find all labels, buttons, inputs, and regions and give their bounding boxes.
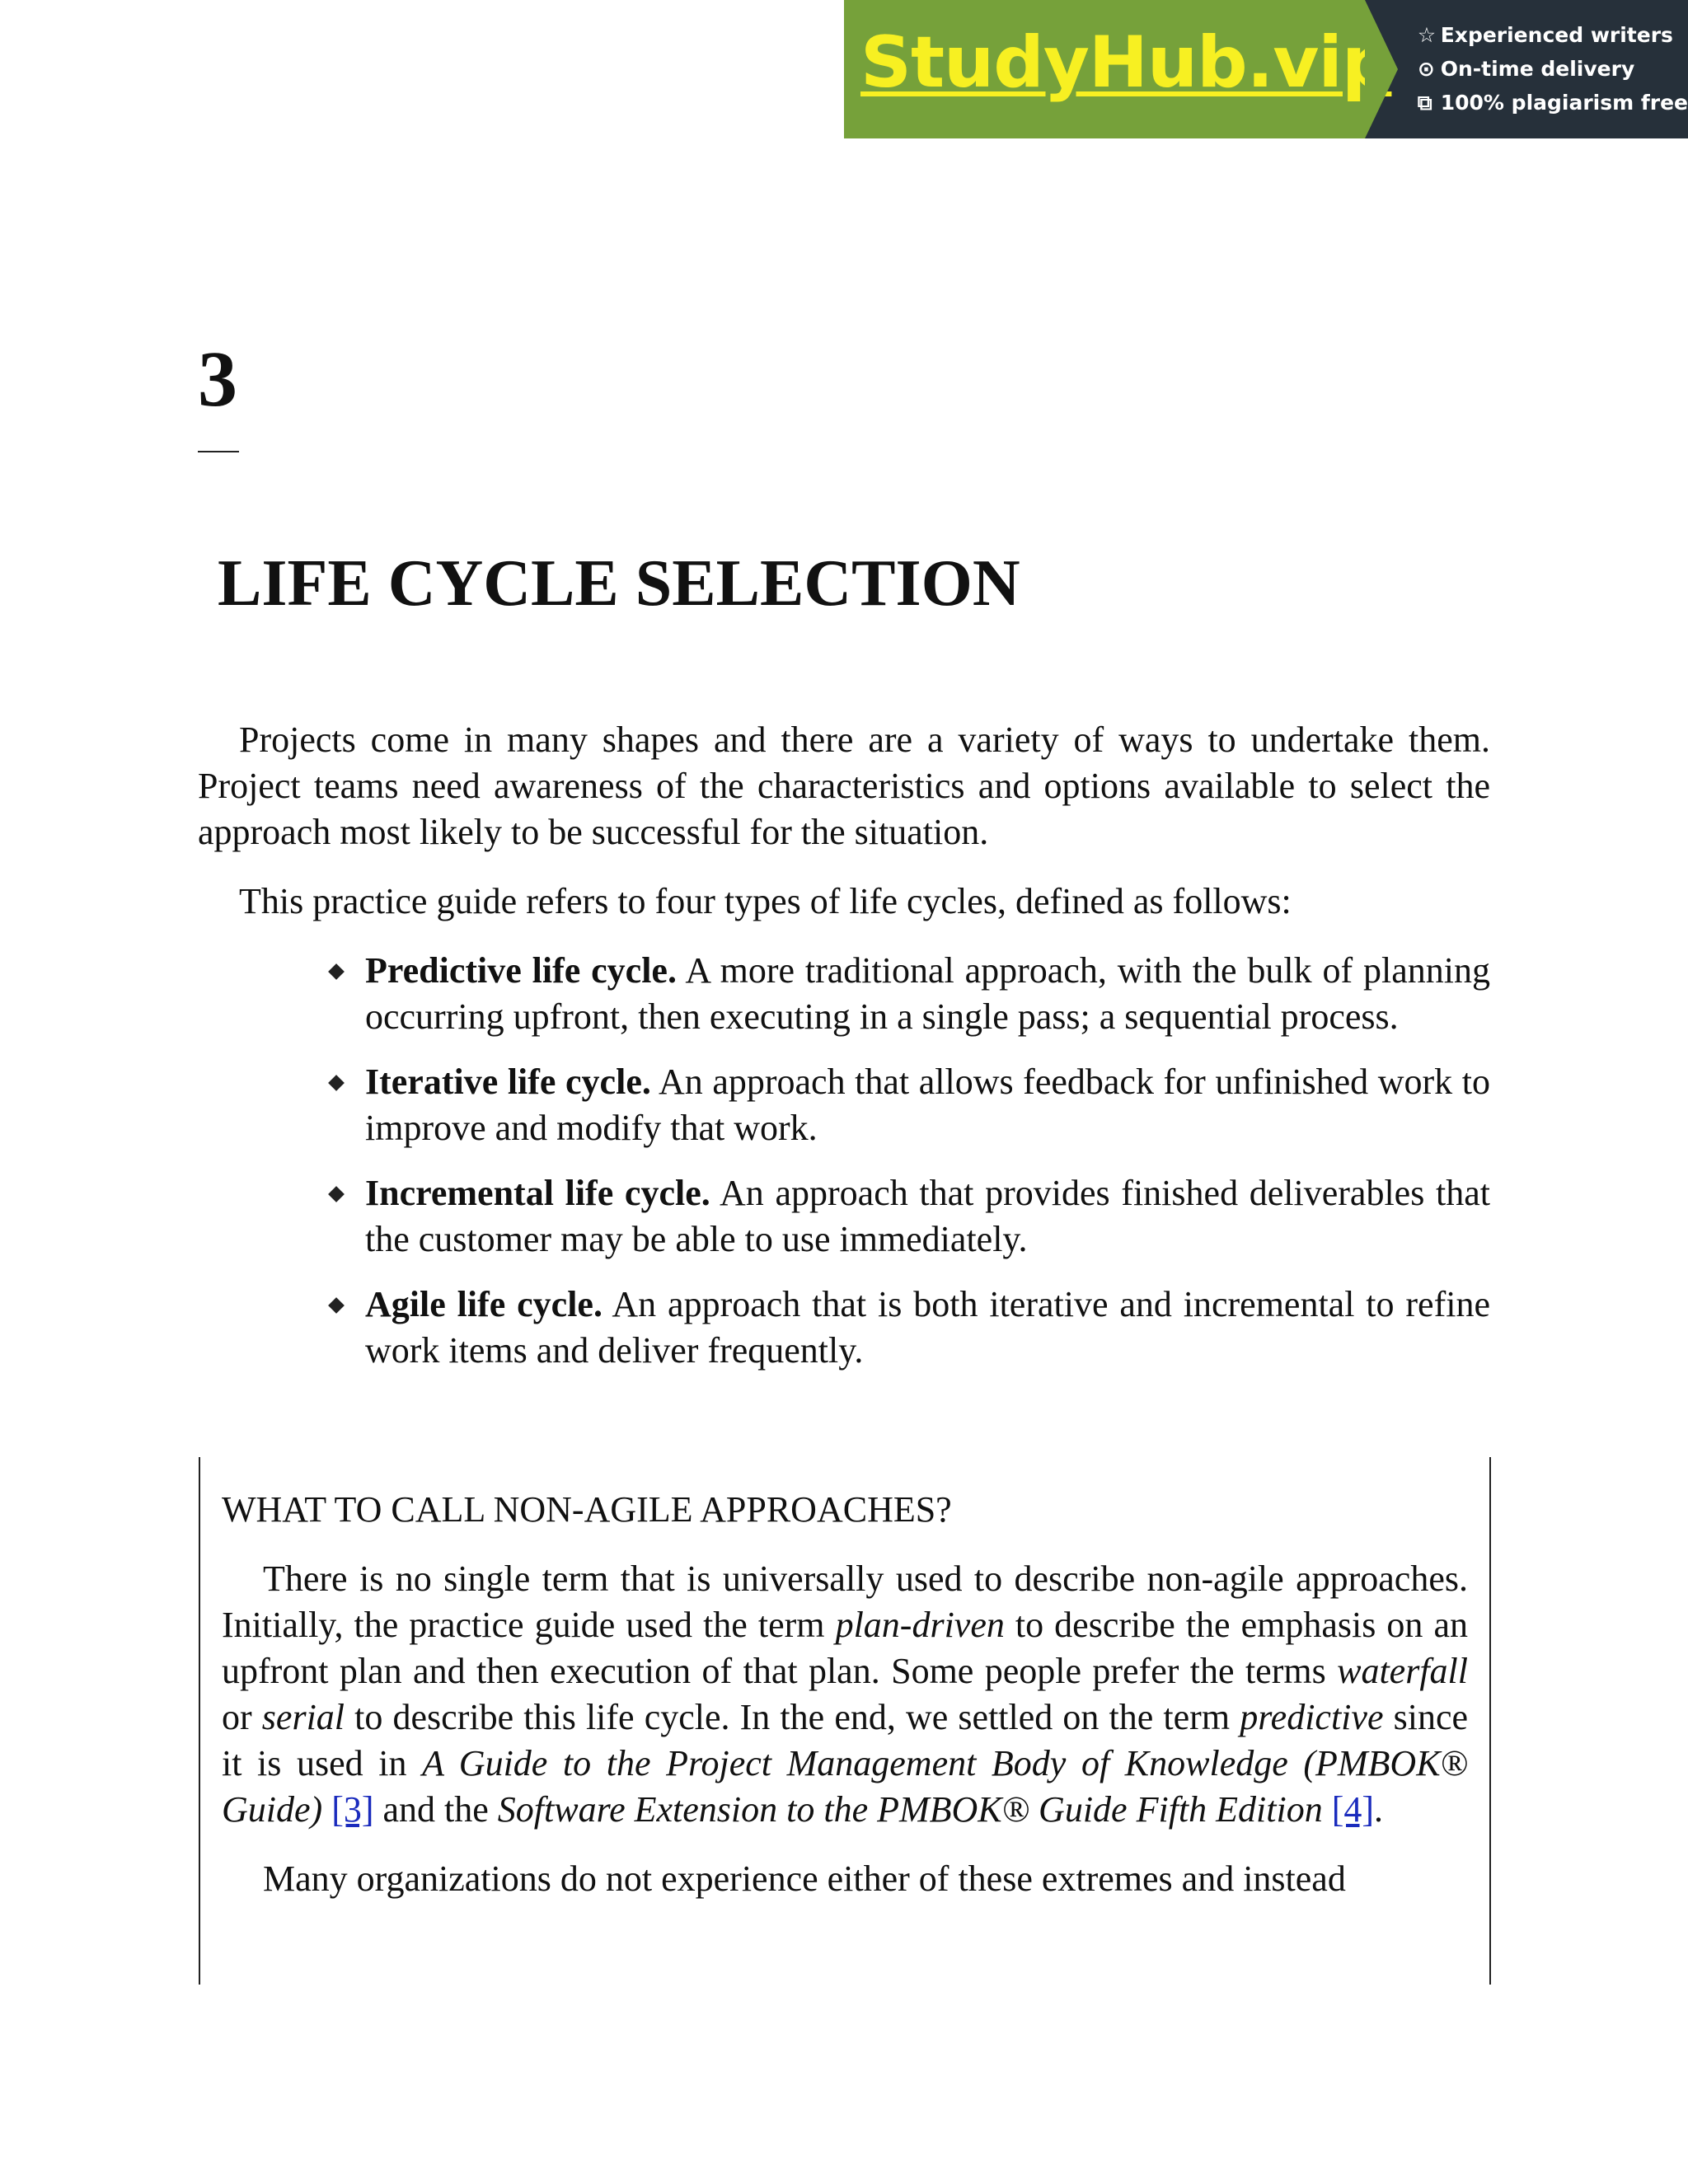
chapter-divider	[198, 451, 239, 452]
feature-plagiarism-free	[1418, 86, 1688, 120]
text-run	[1323, 1789, 1332, 1830]
list-item-term: Agile life cycle.	[365, 1284, 603, 1324]
italic-title: A Guide to the Project Management Body of Knowledge (PMBOK® Guide)	[222, 1743, 1468, 1830]
intro-paragraph: Projects come in many shapes and there are a variety of ways to undertake them. Project teams need awareness of the characteristics and options available to select the approach most likely to be successful for the situation.	[198, 719, 1490, 852]
sidebar-paragraph: Many organizations do not experience either of these extremes and instead	[263, 1858, 1346, 1899]
text-run: and the	[373, 1789, 498, 1830]
italic-term: predictive	[1240, 1697, 1384, 1737]
list-item	[365, 1282, 1490, 1374]
text-run: .	[1374, 1789, 1384, 1830]
text-run: to describe the emphasis on an upfront plan and then execution of that plan. Some people prefer the terms	[222, 1605, 1468, 1691]
feature-experienced-writers	[1418, 18, 1688, 52]
copy-icon: ⧉	[1417, 91, 1432, 115]
italic-title: Software Extension to the PMBOK® Guide Fifth Edition	[497, 1789, 1323, 1830]
list-item-text: An approach that is both iterative and incremental to refine work items and deliver frequently.	[365, 1284, 1490, 1371]
banner-features	[1365, 0, 1688, 138]
list-item	[365, 948, 1490, 1040]
list-item-text: A more traditional approach, with the bulk of planning occurring upfront, then executing in a single pass; a sequential process.	[365, 950, 1490, 1037]
diamond-bullet-icon	[328, 963, 345, 980]
star-icon: ☆	[1417, 23, 1437, 47]
chapter-number: 3	[198, 335, 237, 423]
lead-paragraph: This practice guide refers to four types of life cycles, defined as follows:	[239, 881, 1292, 921]
clock-icon: ⊙	[1417, 57, 1435, 81]
studyhub-banner[interactable]	[844, 0, 1688, 138]
life-cycle-list	[198, 948, 1490, 1374]
banner-logo-area	[844, 0, 1392, 138]
diamond-bullet-icon	[328, 1297, 345, 1314]
feature-label: 100% plagiarism free	[1440, 91, 1688, 115]
sidebar-box	[199, 1457, 1491, 1985]
italic-term: waterfall	[1337, 1651, 1468, 1691]
reference-link-3[interactable]: [3]	[331, 1789, 374, 1830]
feature-on-time-delivery	[1418, 52, 1688, 86]
chapter-body	[198, 717, 1490, 1393]
list-item-term: Predictive life cycle.	[365, 950, 677, 991]
sidebar-paragraph	[222, 1556, 1468, 1833]
feature-label: Experienced writers	[1440, 23, 1673, 47]
sidebar-title: WHAT TO CALL NON-AGILE APPROACHES?	[222, 1489, 952, 1530]
list-item	[365, 1170, 1490, 1263]
text-run: There is no single term that is universally used to describe non-agile approaches. Initially, the practice guide used the term	[222, 1558, 1468, 1645]
italic-term: serial	[261, 1697, 345, 1737]
list-item	[365, 1059, 1490, 1151]
feature-label: On-time delivery	[1440, 57, 1635, 81]
list-item-text: An approach that allows feedback for unfinished work to improve and modify that work.	[365, 1062, 1490, 1148]
chapter-title: LIFE CYCLE SELECTION	[218, 547, 1020, 620]
diamond-bullet-icon	[328, 1186, 345, 1202]
list-item-text: An approach that provides finished deliverables that the customer may be able to use immediately.	[365, 1173, 1490, 1259]
italic-term: plan-driven	[835, 1605, 1005, 1645]
list-item-term: Incremental life cycle.	[365, 1173, 710, 1213]
list-item-term: Iterative life cycle.	[365, 1062, 651, 1102]
text-run: or	[222, 1697, 262, 1737]
text-run: to describe this life cycle. In the end, we settled on the term	[345, 1697, 1240, 1737]
diamond-bullet-icon	[328, 1075, 345, 1091]
studyhub-logo: StudyHub.vip	[860, 21, 1392, 104]
text-run	[322, 1789, 331, 1830]
text-run: since it is used in	[222, 1697, 1469, 1783]
reference-link-4[interactable]: [4]	[1331, 1789, 1375, 1830]
